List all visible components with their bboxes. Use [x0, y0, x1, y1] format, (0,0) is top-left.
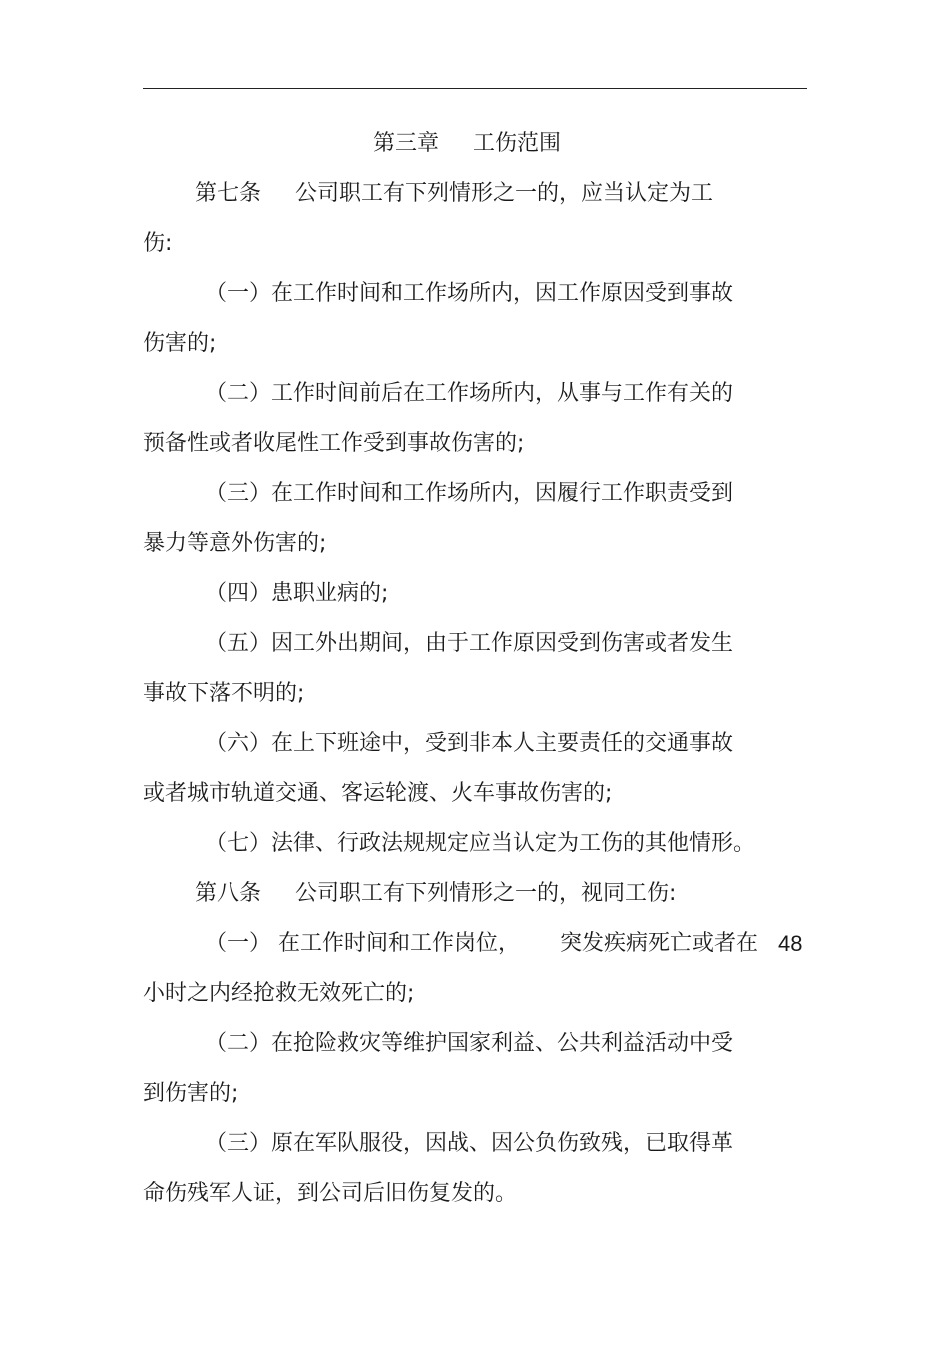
article-7-intro-cont: 伤: — [143, 231, 173, 256]
article-7-intro: 公司职工有下列情形之一的，应当认定为工 — [295, 181, 714, 206]
a8-item-3-line-2: 命伤残军人证，到公司后旧伤复发的。 — [143, 1181, 518, 1206]
a7-item-6-line-1: （六）在上下班途中，受到非本人主要责任的交通事故 — [205, 731, 734, 756]
hours-number: 48 — [778, 931, 803, 956]
a8-item-2-line-2: 到伤害的; — [143, 1081, 239, 1106]
a8-item-1-line-2: 小时之内经抢救无效死亡的; — [143, 981, 415, 1006]
a7-item-3-line-2: 暴力等意外伤害的; — [143, 531, 327, 556]
a8-item-1-part-2: 突发疾病死亡或者在 — [560, 931, 759, 956]
article-8-label: 第八条 — [195, 881, 262, 906]
a7-item-6-line-2: 或者城市轨道交通、客运轮渡、火车事故伤害的; — [143, 781, 613, 806]
a7-item-2-line-1: （二）工作时间前后在工作场所内，从事与工作有关的 — [205, 381, 734, 406]
article-7-label: 第七条 — [195, 181, 262, 206]
a8-item-1-line-1 — [205, 929, 758, 959]
a7-item-4-line-1: （四）患职业病的; — [205, 581, 389, 606]
header-rule — [143, 88, 807, 89]
article-8-intro: 公司职工有下列情形之一的，视同工伤: — [295, 881, 677, 906]
a7-item-5-line-2: 事故下落不明的; — [143, 681, 305, 706]
a7-item-1-line-1: （一）在工作时间和工作场所内，因工作原因受到事故 — [205, 281, 734, 306]
a7-item-3-line-1: （三）在工作时间和工作场所内，因履行工作职责受到 — [205, 481, 734, 506]
a7-item-1-line-2: 伤害的; — [143, 331, 217, 356]
article-8-heading — [195, 879, 676, 909]
a8-item-1-part-1: （一） 在工作时间和工作岗位， — [205, 931, 520, 956]
a7-item-2-line-2: 预备性或者收尾性工作受到事故伤害的; — [143, 431, 525, 456]
article-7-heading — [195, 179, 713, 209]
a7-item-7-line-1: （七）法律、行政法规规定应当认定为工伤的其他情形。 — [205, 831, 756, 856]
chapter-number: 第三章 — [373, 131, 440, 156]
a7-item-5-line-1: （五）因工外出期间，由于工作原因受到伤害或者发生 — [205, 631, 734, 656]
a8-item-2-line-1: （二）在抢险救灾等维护国家利益、公共利益活动中受 — [205, 1031, 734, 1056]
a8-item-3-line-1: （三）原在军队服役，因战、因公负伤致残，已取得革 — [205, 1131, 734, 1156]
chapter-heading — [373, 129, 561, 159]
chapter-title: 工伤范围 — [473, 131, 562, 156]
